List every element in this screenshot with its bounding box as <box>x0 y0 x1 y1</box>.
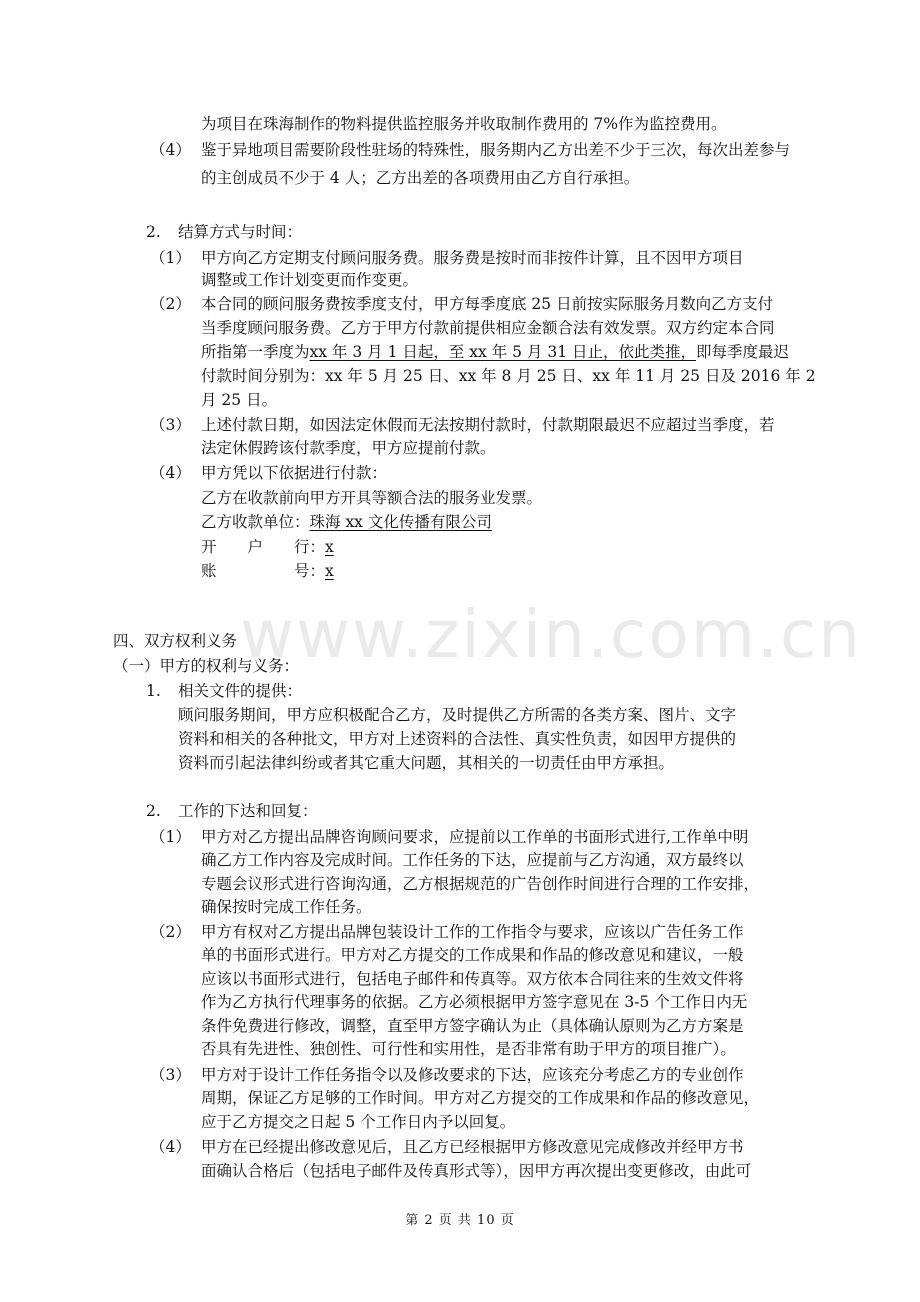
text-line: 资料和相关的各种批文，甲方对上述资料的合法性、真实性负责，如因甲方提供的 <box>178 730 737 748</box>
bank-label: 开 户 行： <box>201 538 326 556</box>
section-heading: 相关文件的提供： <box>178 682 303 700</box>
text-line: 资料而引起法律纠纷或者其它重大问题，其相关的一切责任由甲方承担。 <box>178 754 675 772</box>
account-line <box>201 561 334 581</box>
section-heading: 工作的下达和回复： <box>178 802 318 820</box>
item-number: （3） <box>150 416 191 434</box>
text-line: 月 25 日。 <box>201 391 278 409</box>
item-number: （2） <box>150 295 191 313</box>
text-line: 专题会议形式进行咨询沟通，乙方根据规范的广告创作时间进行合理的工作安排， <box>201 875 760 893</box>
text-line: 甲方有权对乙方提出品牌包装设计工作的工作指令与要求，应该以广告任务工作 <box>201 923 744 941</box>
underlined-date-range: xx 年 3 月 1 日起，至 xx 年 5 月 31 日止，依此类推， <box>309 343 696 361</box>
watermark: www.zixin.com.cn <box>240 596 863 673</box>
item-number: （4） <box>150 141 191 159</box>
text-line: 甲方凭以下依据进行付款： <box>201 464 388 482</box>
section-number: 2. <box>146 223 161 241</box>
item-number: （1） <box>150 249 191 267</box>
text-line: 调整或工作计划变更而作变更。 <box>201 271 419 289</box>
item-number: （4） <box>150 464 191 482</box>
text-line: 付款时间分别为：xx 年 5 月 25 日、xx 年 8 月 25 日、xx 年 11 月 25 日及 2016 年 2 <box>201 367 816 385</box>
text-line: 作为乙方执行代理事务的依据。乙方必须根据甲方签字意见在 3-5 个工作日内无 <box>201 993 748 1011</box>
text-line: 面确认合格后（包括电子邮件及传真形式等），因甲方再次提出变更修改，由此可 <box>201 1162 752 1180</box>
text-line: 条件免费进行修改，调整，直至甲方签字确认为止（具体确认原则为乙方方案是 <box>201 1017 744 1035</box>
text-line: 甲方向乙方定期支付顾问服务费。服务费是按时而非按件计算，且不因甲方项目 <box>201 249 744 267</box>
text-line: 的主创成员不少于 4 人；乙方出差的各项费用由乙方自行承担。 <box>201 169 640 187</box>
text-line: 周期，保证乙方足够的工作时间。甲方对乙方提交的工作成果和作品的修改意见， <box>201 1089 760 1107</box>
chapter-heading: 四、双方权利义务 <box>113 632 238 650</box>
section-number: 2. <box>146 802 161 820</box>
text-line: 甲方对于设计工作任务指令以及修改要求的下达，应该充分考虑乙方的专业创作 <box>201 1066 744 1084</box>
page-footer: 第 2 页 共 10 页 <box>405 1213 515 1228</box>
section-number: 1. <box>146 682 161 700</box>
text-line: 应于乙方提交之日起 5 个工作日内予以回复。 <box>201 1113 516 1131</box>
text-line: 确保按时完成工作任务。 <box>201 898 372 916</box>
text-segment: 所指第一季度为 <box>201 343 310 361</box>
text-line: 顾问服务期间，甲方应积极配合乙方，及时提供乙方所需的各类方案、图片、文字 <box>178 706 737 724</box>
text-line: 鉴于异地项目需要阶段性驻场的特殊性，服务期内乙方出差不少于三次，每次出差参与 <box>201 141 791 159</box>
text-line: 甲方在已经提出修改意见后，且乙方已经根据甲方修改意见完成修改并经甲方书 <box>201 1138 744 1156</box>
item-number: （1） <box>150 828 191 846</box>
text-line: 单的书面形式进行。甲方对乙方提交的工作成果和作品的修改意见和建议，一般 <box>201 946 744 964</box>
payee-value: 珠海 xx 文化传播有限公司 <box>309 513 492 531</box>
text-line <box>201 342 789 362</box>
item-number: （4） <box>150 1138 191 1156</box>
text-segment: 即每季度最迟 <box>696 343 790 361</box>
text-line: 否具有先进性、独创性、可行性和实用性，是否非常有助于甲方的项目推广）。 <box>201 1040 736 1058</box>
item-number: （2） <box>150 923 191 941</box>
text-line: 应该以书面形式进行，包括电子邮件和传真等。双方依本合同往来的生效文件将 <box>201 970 744 988</box>
text-line: 乙方在收款前向甲方开具等额合法的服务业发票。 <box>201 489 543 507</box>
bank-line <box>201 537 334 557</box>
text-line: 为项目在珠海制作的物料提供监控服务并收取制作费用的 7%作为监控费用。 <box>201 115 727 133</box>
item-number: （3） <box>150 1066 191 1084</box>
text-line: 当季度顾问服务费。乙方于甲方付款前提供相应金额合法有效发票。双方约定本合同 <box>201 319 775 337</box>
bank-value: x <box>325 538 334 556</box>
account-value: x <box>325 562 334 580</box>
payee-label: 乙方收款单位： <box>201 513 310 531</box>
text-line: 法定休假跨该付款季度，甲方应提前付款。 <box>201 439 496 457</box>
section-heading: 结算方式与时间： <box>178 223 303 241</box>
text-line: 甲方对乙方提出品牌咨询顾问要求，应提前以工作单的书面形式进行,工作单中明 <box>201 828 749 846</box>
payee-line <box>201 512 492 532</box>
subsection-heading: （一）甲方的权利与义务： <box>113 657 300 675</box>
text-line: 本合同的顾问服务费按季度支付，甲方每季度底 25 日前按实际服务月数向乙方支付 <box>201 295 774 313</box>
text-line: 上述付款日期，如因法定休假而无法按期付款时，付款期限最迟不应超过当季度，若 <box>201 416 775 434</box>
account-label: 账 号： <box>201 562 326 580</box>
text-line: 确乙方工作内容及完成时间。工作任务的下达，应提前与乙方沟通，双方最终以 <box>201 851 744 869</box>
